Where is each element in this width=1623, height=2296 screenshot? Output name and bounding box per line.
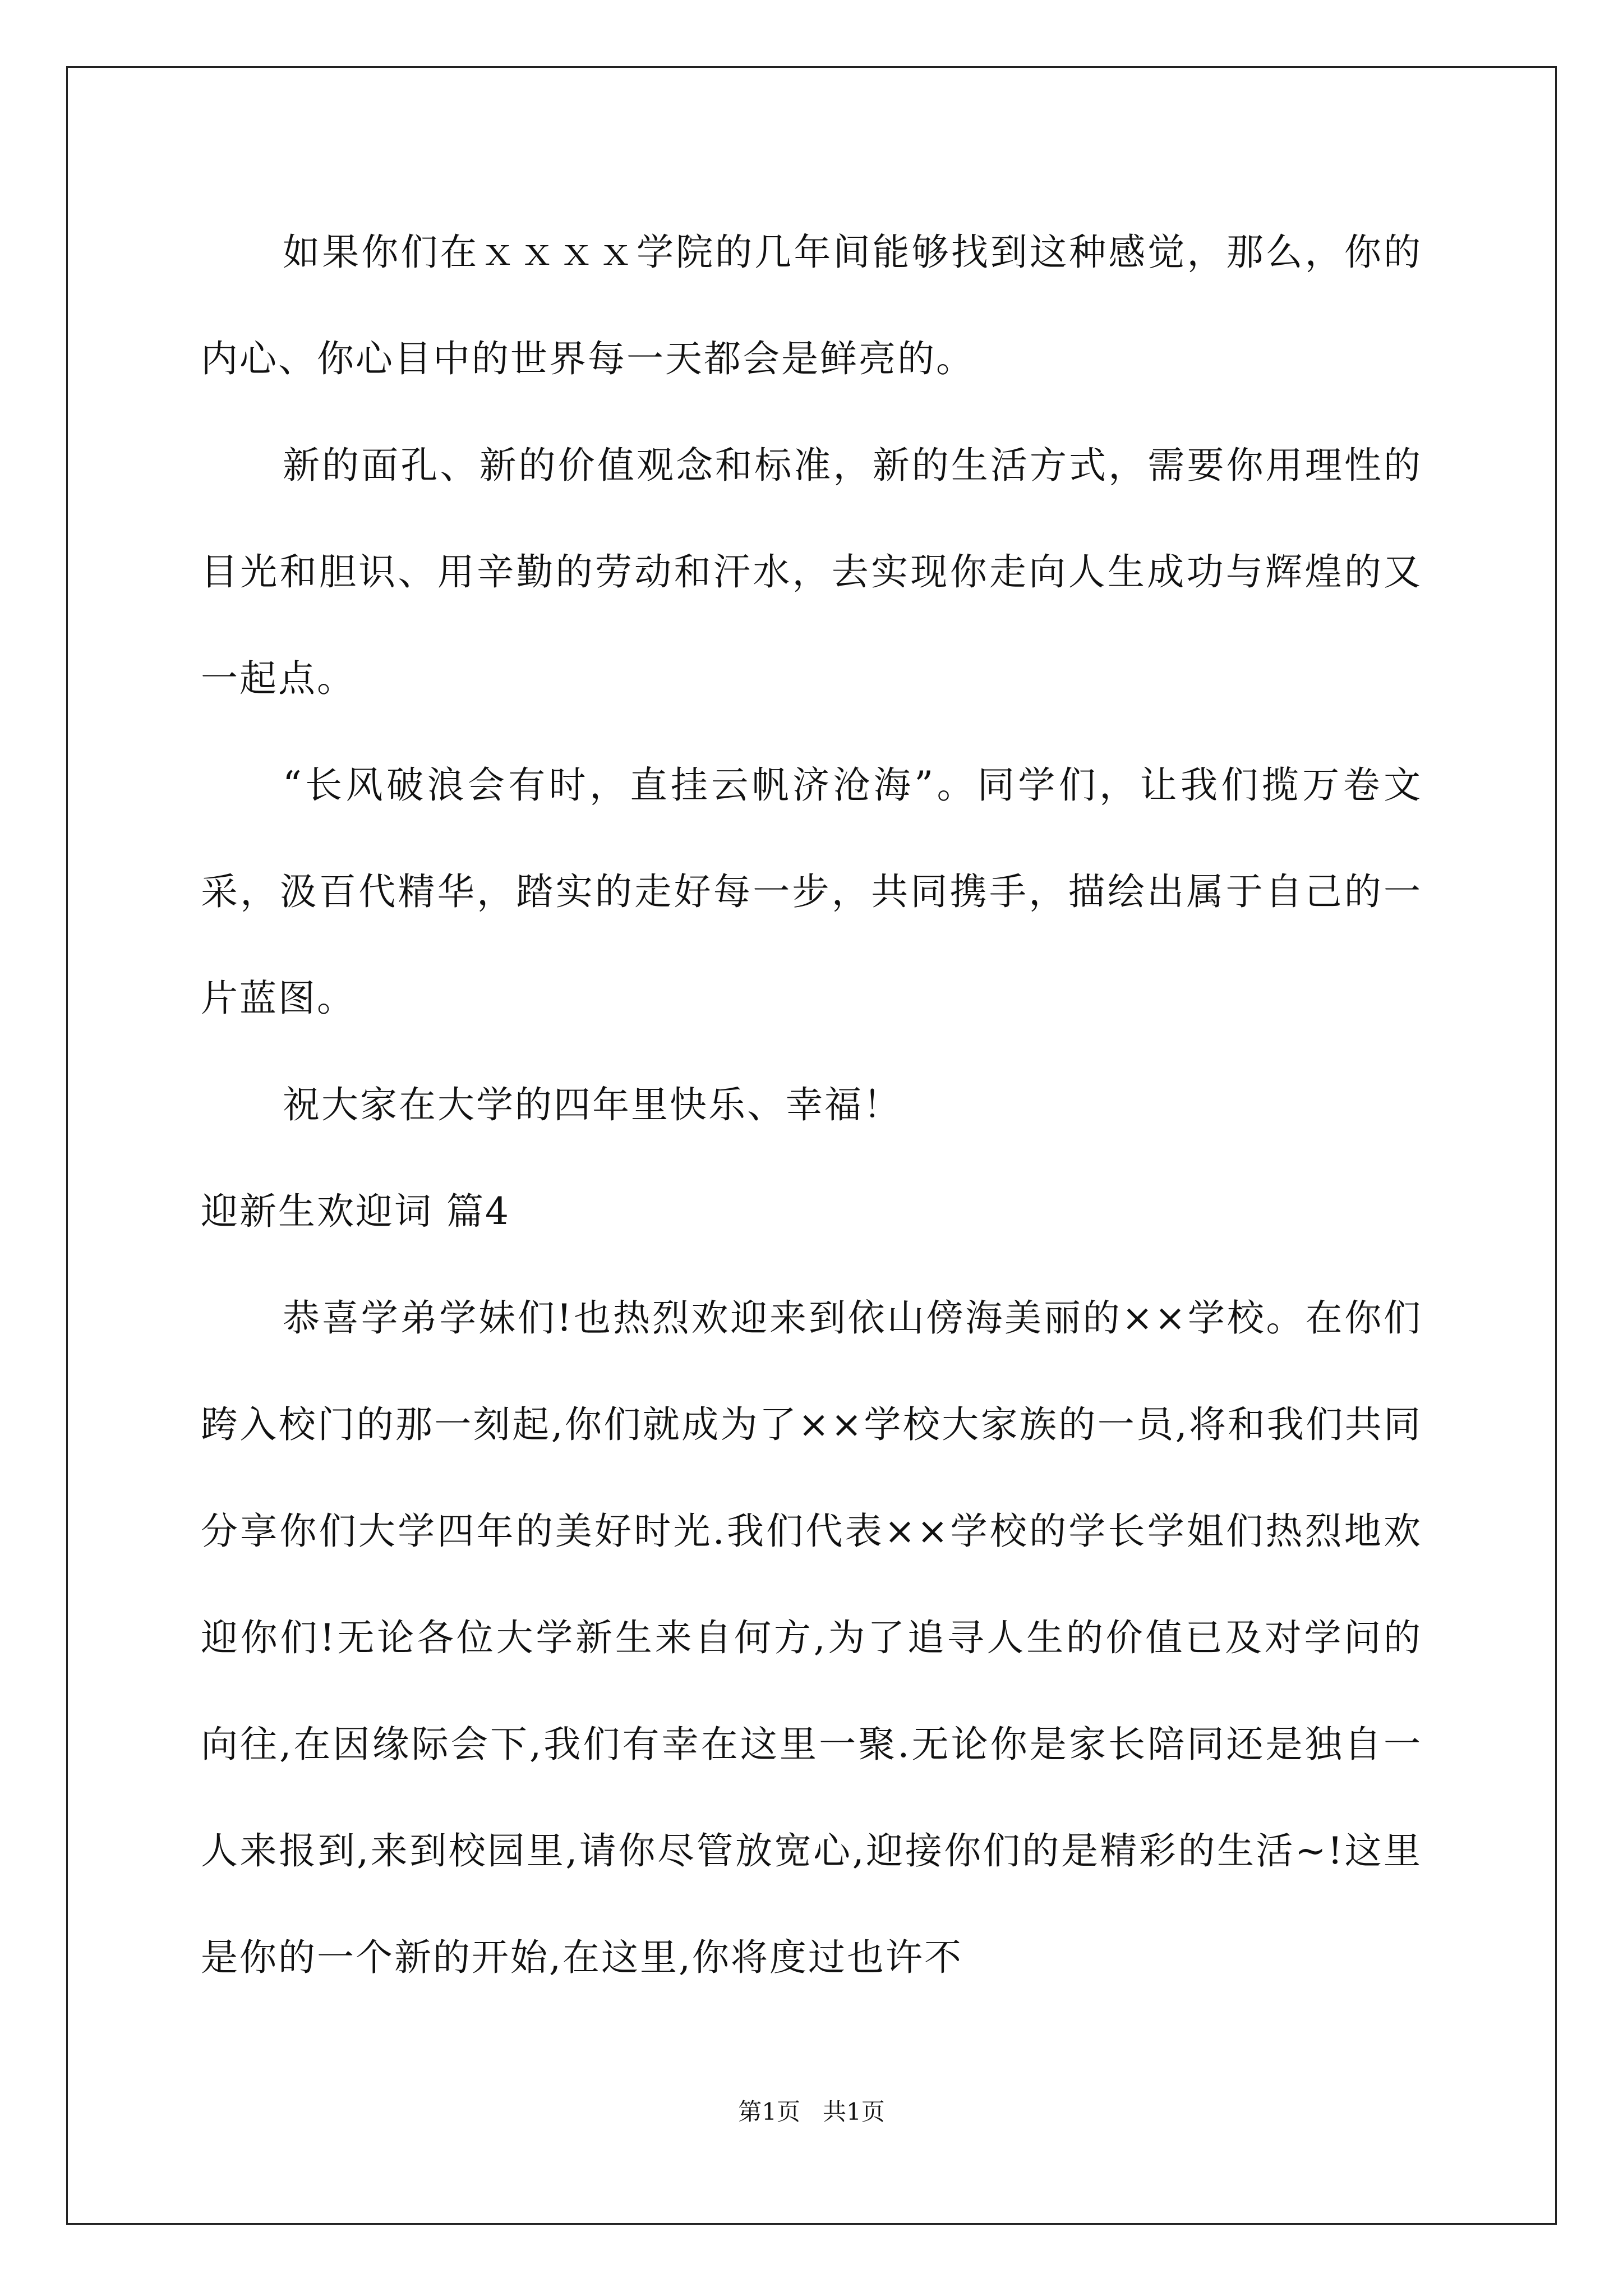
- paragraph-2: 新的面孔、新的价值观念和标准，新的生活方式，需要你用理性的目光和胆识、用辛勤的劳动和汗水，去实现你走向人生成功与辉煌的又一起点。: [201, 444, 1422, 700]
- paragraph-5: 恭喜学弟学妹们!也热烈欢迎来到依山傍海美丽的××学校。在你们跨入校门的那一刻起,你们就成为了××学校大家族的一员,将和我们共同分享你们大学四年的美好时光.我们代表××学校的学长学姐们热烈地欢迎你们!无论各位大学新生来自何方,为了追寻人生的价值已及对学问的向往,在因缘际会下,我们有幸在这里一聚.无论你是家长陪同还是独自一人来报到,来到校园里,请你尽管放宽心,迎接你们的是精彩的生活~!这里是你的一个新的开始,在这里,你将度过也许不: [201, 1296, 1422, 1979]
- page-number: 第1页: [738, 2098, 800, 2125]
- page-footer: [0, 2095, 1623, 2129]
- paragraph-4: 祝大家在大学的四年里快乐、幸福！: [283, 1083, 902, 1126]
- page-total: 共1页: [823, 2098, 885, 2125]
- paragraph-1: 如果你们在ｘｘｘｘ学院的几年间能够找到这种感觉，那么，你的内心、你心目中的世界每一天都会是鲜亮的。: [201, 231, 1422, 380]
- section-heading: 迎新生欢迎词 篇4: [201, 1190, 510, 1233]
- paragraph-3: “长风破浪会有时，直挂云帆济沧海”。同学们，让我们揽万卷文采，汲百代精华，踏实的走好每一步，共同携手，描绘出属于自己的一片蓝图。: [201, 763, 1422, 1020]
